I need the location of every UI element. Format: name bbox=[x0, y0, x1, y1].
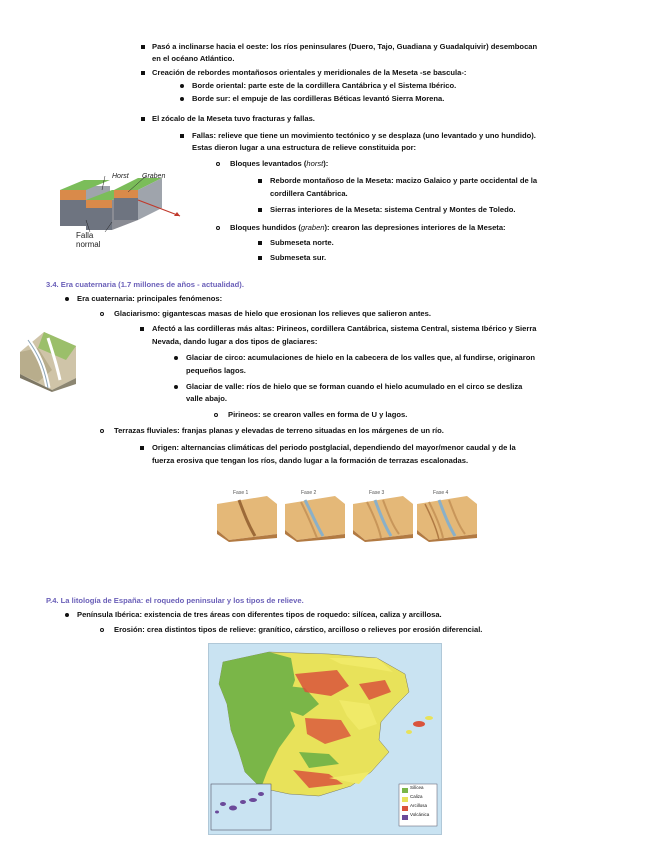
bullet-square bbox=[141, 71, 145, 75]
terrace-label: Fase 2 bbox=[301, 490, 317, 496]
text-line: Bloques hundidos (graben): crearon las depresiones interiores de la Meseta: bbox=[230, 223, 506, 232]
bullet-square bbox=[140, 446, 144, 450]
text-line: Glaciar de valle: ríos de hielo que se forman cuando el hielo acumulado en el circo se desliza bbox=[186, 382, 523, 391]
text-line: pequeños lagos. bbox=[186, 366, 246, 375]
legend-label: Arcillosa bbox=[410, 803, 428, 808]
graben-label: Graben bbox=[142, 173, 166, 180]
normal-label: normal bbox=[76, 240, 101, 249]
bullet-dot bbox=[180, 84, 184, 88]
text-line: Glaciar de circo: acumulaciones de hielo en la cabecera de los valles que, al fundirse, originaron bbox=[186, 353, 536, 362]
terrace-label: Fase 4 bbox=[433, 490, 449, 496]
text-line: Glaciarismo: gigantescas masas de hielo que erosionan los relieves que salieron antes. bbox=[114, 309, 431, 318]
bullet-dot bbox=[174, 385, 178, 389]
bullet-dot bbox=[174, 356, 178, 360]
bullet-square bbox=[258, 179, 262, 183]
text-line: Creación de rebordes montañosos orientales y meridionales de la Meseta -se bascula-: bbox=[152, 68, 467, 77]
bullet-square bbox=[141, 117, 145, 121]
horst-label: Horst bbox=[112, 173, 129, 180]
bullet-square bbox=[141, 45, 145, 49]
legend-label: Silícea bbox=[410, 785, 424, 790]
bullet-square bbox=[258, 208, 262, 212]
text-line: Era cuaternaria: principales fenómenos: bbox=[77, 294, 223, 303]
falla-label: Falla bbox=[76, 231, 94, 240]
bullet-square bbox=[180, 134, 184, 138]
section-heading-3-4: 3.4. Era cuaternaria (1.7 millones de años - actualidad). bbox=[46, 280, 244, 289]
terrace-label: Fase 1 bbox=[233, 490, 249, 496]
bullet-square bbox=[140, 327, 144, 331]
text-line: Reborde montañoso de la Meseta: macizo Galaico y parte occidental de la bbox=[270, 176, 538, 185]
terraces-figure bbox=[215, 490, 477, 542]
bullet-circle bbox=[216, 226, 220, 230]
bullet-circle bbox=[100, 312, 104, 316]
bullet-dot bbox=[180, 97, 184, 101]
text-line: El zócalo de la Meseta tuvo fracturas y fallas. bbox=[152, 114, 315, 123]
text-line: fuerza erosiva que tengan los ríos, dando lugar a la formación de terrazas escalonadas. bbox=[152, 456, 469, 465]
text-line: Pasó a inclinarse hacia el oeste: los ríos peninsulares (Duero, Tajo, Guadiana y Guadalquivir) desembocan bbox=[152, 42, 538, 51]
terrace-label: Fase 3 bbox=[369, 490, 385, 496]
bullet-circle bbox=[100, 429, 104, 433]
text-line: Submeseta norte. bbox=[270, 238, 334, 247]
text-line: Península Ibérica: existencia de tres áreas con diferentes tipos de roquedo: silícea, caliza y arcillosa. bbox=[77, 610, 442, 619]
glacier-illustration bbox=[18, 330, 78, 392]
bullet-circle bbox=[216, 162, 220, 166]
bullet-circle bbox=[214, 413, 218, 417]
text-line: Bloques levantados (horst): bbox=[230, 159, 329, 168]
fault-block-diagram bbox=[50, 170, 190, 250]
text-line: Estas dieron lugar a una estructura de relieve constituida por: bbox=[192, 143, 417, 152]
text-line: Submeseta sur. bbox=[270, 253, 327, 262]
text-line: valle abajo. bbox=[186, 394, 227, 403]
bullet-dot bbox=[65, 297, 69, 301]
text-line: Terrazas fluviales: franjas planas y elevadas de terreno situadas en los márgenes de un río. bbox=[114, 426, 444, 435]
lithology-map bbox=[208, 643, 442, 835]
legend-label: Caliza bbox=[410, 794, 423, 799]
text-line: Erosión: crea distintos tipos de relieve: granítico, cárstico, arcilloso o relieves por erosión diferencial. bbox=[114, 625, 483, 634]
text-line: Afectó a las cordilleras más altas: Pirineos, cordillera Cantábrica, sistema Central, sistema Ibérico y Sierra bbox=[152, 324, 537, 333]
text-line: Sierras interiores de la Meseta: sistema Central y Montes de Toledo. bbox=[270, 205, 516, 214]
text-line: Borde sur: el empuje de las cordilleras Béticas levantó Sierra Morena. bbox=[192, 94, 445, 103]
section-heading-p4: P.4. La litología de España: el roquedo peninsular y los tipos de relieve. bbox=[46, 596, 304, 605]
bullet-square bbox=[258, 256, 262, 260]
text-line: Borde oriental: parte este de la cordillera Cantábrica y el Sistema Ibérico. bbox=[192, 81, 457, 90]
map-drawing bbox=[209, 644, 441, 834]
text-line: cordillera Cantábrica. bbox=[270, 189, 348, 198]
legend-label: Volcánica bbox=[410, 812, 430, 817]
text-line: en el océano Atlántico. bbox=[152, 54, 235, 63]
text-line: Nevada, dando lugar a dos tipos de glaciares: bbox=[152, 337, 318, 346]
text-line: Origen: alternancias climáticas del periodo postglacial, dependiendo del mayor/menor caudal y de la bbox=[152, 443, 516, 452]
bullet-circle bbox=[100, 628, 104, 632]
text-line: Fallas: relieve que tiene un movimiento tectónico y se desplaza (uno levantado y uno hundido). bbox=[192, 131, 536, 140]
bullet-dot bbox=[65, 613, 69, 617]
bullet-square bbox=[258, 241, 262, 245]
text-line: Pirineos: se crearon valles en forma de U y lagos. bbox=[228, 410, 408, 419]
